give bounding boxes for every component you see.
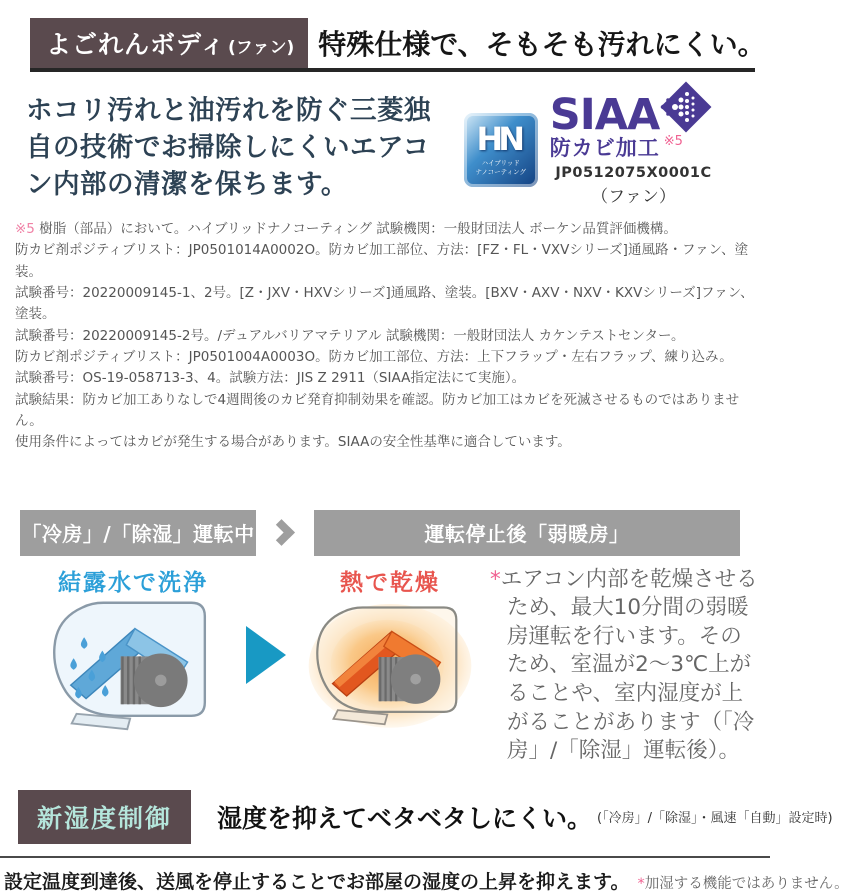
note-asterisk: * (490, 566, 501, 592)
feature-header (30, 18, 766, 72)
dry-illustration (306, 597, 474, 733)
footnote-line: 使用条件によってはカビが発生する場合があります。SIAAの安全性基準に適合しています。 (15, 434, 571, 451)
note-asterisk: * (637, 875, 645, 892)
chevron-right-icon (268, 519, 295, 546)
humidity-description-row (4, 867, 849, 894)
dry-step-heading: 熱で乾燥 (340, 569, 440, 596)
phase-heating-bar: 運転停止後「弱暖房」 (314, 510, 740, 556)
wash-step (30, 564, 236, 766)
humidity-footnote: *加湿する機能ではありません。 (637, 875, 849, 892)
catalog-page (0, 18, 849, 893)
wash-step-heading: 結露水で洗浄 (58, 569, 208, 596)
certification-logos (431, 89, 750, 207)
humidity-section (18, 790, 833, 844)
humidity-feature-badge: 新湿度制御 (18, 790, 191, 844)
phase-transition (256, 510, 314, 556)
feature-badge-sublabel: (ファン) (228, 38, 295, 58)
footnote-line: 防カビ剤ポジティブリスト：JP0501004A0003O。防カビ加工部位、方法：上下フラップ・左右フラップ、練り込み。 (15, 348, 733, 365)
process-phase-bars (20, 510, 740, 556)
arrow-right-icon (246, 626, 286, 684)
siaa-target-part: （ファン） (591, 187, 676, 207)
footnote-ref-mark: ※5 (15, 221, 35, 237)
siaa-registration-code: JP0512075X0001C (555, 165, 712, 181)
dry-step (302, 564, 478, 766)
siaa-antimold-label: 防カビ加工 (549, 136, 660, 160)
siaa-footnote-mark: ※5 (663, 134, 683, 149)
intro-section (26, 89, 750, 207)
footnote-line: ※5 樹脂（部品）において。ハイブリッドナノコーティング 試験機関：一般財団法人 ボーケン品質評価機構。 (15, 221, 677, 237)
humidity-condition: (「冷房」/「除湿」・風速「自動」設定時) (597, 811, 833, 827)
feature-badge (30, 18, 308, 68)
footnote-line: 防カビ剤ポジティブリスト：JP0501014A0002O。防カビ加工部位、方法：[FZ・FL・VXVシリーズ]通風路・ファン、塗装。 (15, 242, 749, 280)
section-divider (0, 856, 770, 858)
hn-logo-caption: ハイブリッド ナノコーティング (475, 159, 527, 176)
siaa-diamond-icon (655, 76, 717, 138)
phase-cooling-bar: 「冷房」/「除湿」運転中 (20, 510, 256, 556)
siaa-mark (549, 89, 718, 207)
humidity-headline: 湿度を抑えてベタベタしにくい。 (217, 803, 593, 833)
footnote-block (15, 219, 755, 454)
process-content (30, 564, 762, 766)
humidity-description: 設定温度到達後、送風を停止することでお部屋の湿度の上昇を抑えます。 (4, 870, 630, 893)
heating-note: *エアコン内部を乾燥させるため、最大10分間の弱暖房運転を行います。そのため、室温が2～3℃上がることや、室内湿度が上がることがあります（「冷房」/「除湿」運転後）。 (490, 566, 758, 764)
wash-illustration (42, 597, 224, 733)
footnote-line: 試験番号：20220009145-1、2号。[Z・JXV・HXVシリーズ]通風路、塗装。[BXV・AXV・NXV・KXVシリーズ]ファン、塗装。 (15, 284, 754, 323)
hn-logo-letters: HN (476, 120, 521, 159)
feature-badge-label: よごれんボディ (46, 30, 227, 59)
siaa-logo-text: SIAA (549, 89, 660, 140)
footnote-line: 試験番号：OS-19-058713-3、4。試験方法：JIS Z 2911（SIAA指定法にて実施）。 (15, 370, 526, 387)
feature-title: 特殊仕様で、そもそも汚れにくい。 (318, 28, 766, 61)
footnote-line: 試験結果：防カビ加工ありなしで4週間後のカビ発育抑制効果を確認。防カビ加工はカビを死滅させるものではありません。 (15, 391, 740, 429)
intro-paragraph: ホコリ汚れと油汚れを防ぐ三菱独自の技術でお掃除しにくいエアコン内部の清潔を保ちます。 (26, 95, 431, 201)
footnote-line: 試験番号：20220009145-2号。/デュアルバリアマテリアル 試験機関：一般財団法人 カケンテストセンター。 (15, 327, 685, 344)
hybrid-nano-coating-icon (464, 113, 538, 187)
